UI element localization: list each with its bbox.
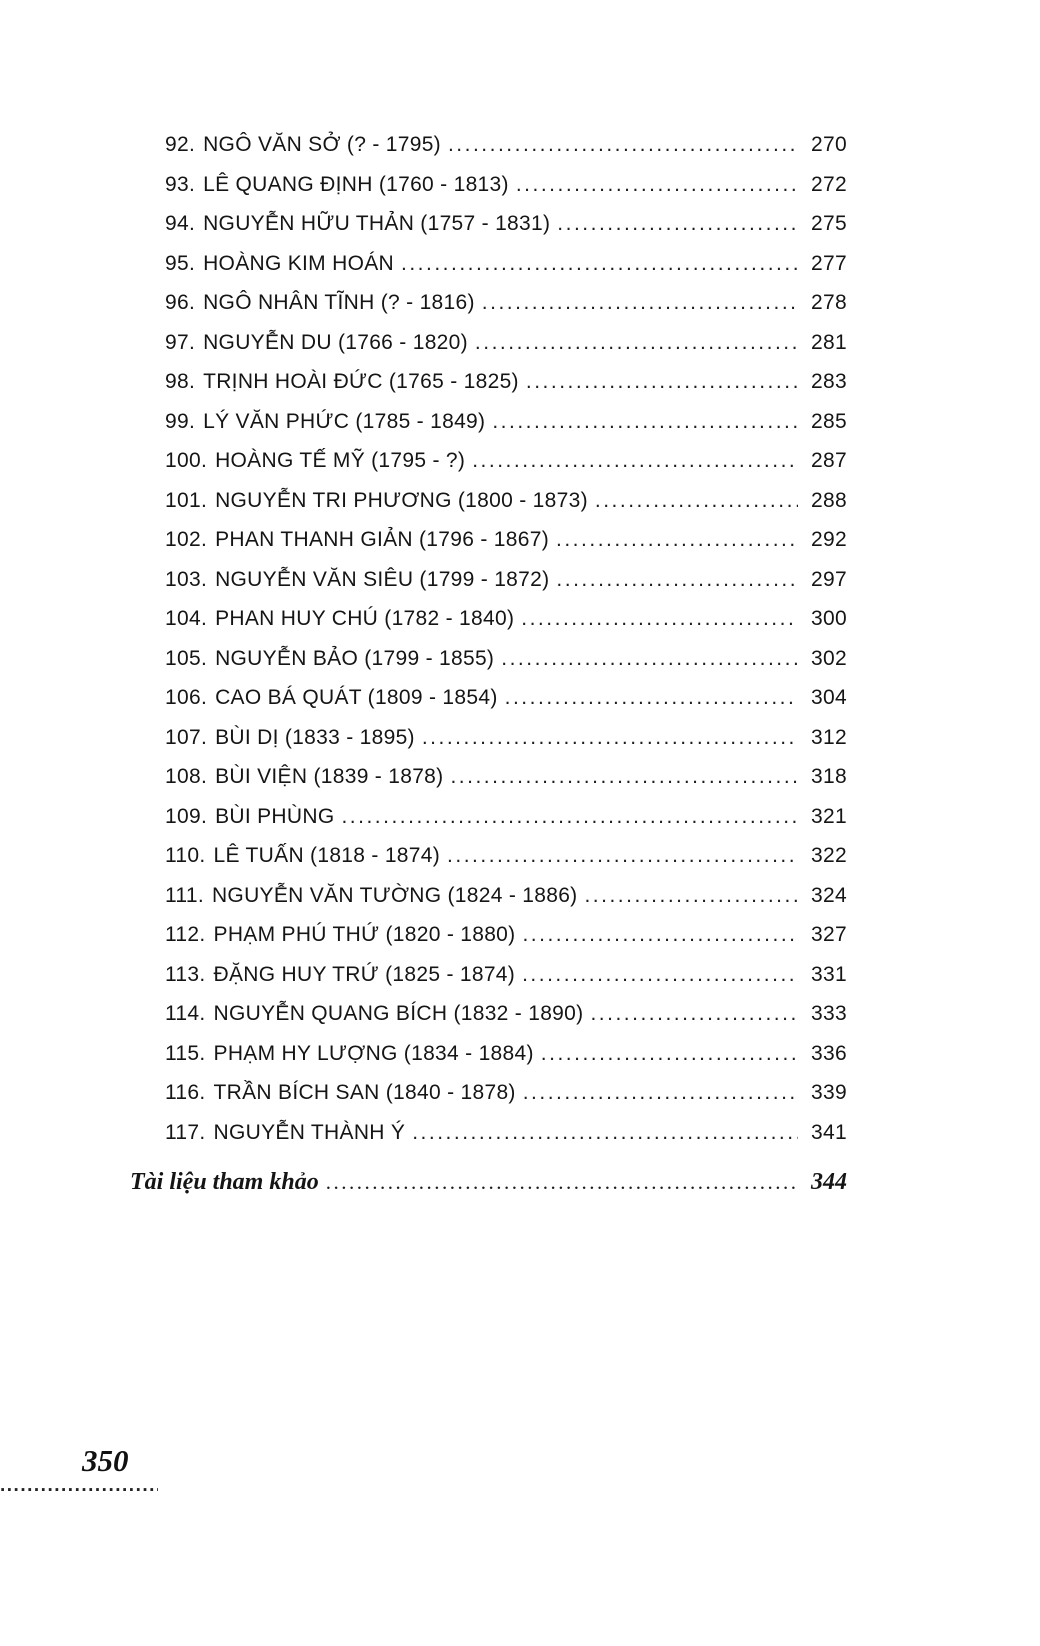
toc-entry-title: NGUYỄN DU (1766 - 1820) (203, 330, 468, 354)
toc-entry-number: 111. (165, 883, 204, 907)
toc-entry-row (165, 568, 847, 608)
toc-entry-row (165, 686, 847, 726)
leader-dots (492, 410, 798, 434)
leader-dots (595, 489, 798, 513)
toc-entry-page: 341 (811, 1120, 847, 1144)
toc-entry-number: 107. (165, 725, 208, 749)
toc-entry-row (165, 607, 847, 647)
toc-entry-row (165, 923, 847, 963)
toc-entry-page: 297 (811, 567, 847, 591)
toc-entry-row (165, 410, 847, 450)
footer-page-number: 350 (82, 1443, 129, 1478)
toc-entry-number: 99. (165, 409, 196, 433)
leader-dots (422, 726, 798, 750)
toc-entry-title: NGÔ VĂN SỞ (? - 1795) (203, 133, 441, 156)
toc-entry-number: 98. (165, 370, 196, 393)
leader-dots (521, 607, 798, 631)
leader-dots (526, 370, 798, 394)
toc-entry-number: 106. (165, 686, 208, 709)
toc-entry-page: 331 (811, 962, 847, 986)
toc-entry-row (165, 765, 847, 805)
toc-entry-page: 275 (811, 212, 847, 235)
toc-entry-title: NGUYỄN BẢO (1799 - 1855) (215, 646, 495, 670)
toc-entry-row (165, 963, 847, 1003)
toc-entry-title: PHẠM HY LƯỢNG (1834 - 1884) (213, 1041, 534, 1065)
toc-entry-number: 95. (165, 251, 196, 275)
toc-entry-page: 278 (811, 291, 847, 314)
toc-entry-title: PHAN THANH GIẢN (1796 - 1867) (215, 528, 550, 551)
toc-entry-row (165, 133, 847, 173)
leader-dots (401, 252, 798, 276)
toc-entry-page: 304 (811, 686, 847, 709)
toc-entry-row (165, 252, 847, 292)
leader-dots (590, 1002, 798, 1026)
toc-entry-row (165, 844, 847, 884)
leader-dots (556, 528, 798, 552)
toc-entry-page: 336 (811, 1041, 847, 1065)
leader-dots (412, 1121, 798, 1145)
toc-entry-number: 112. (165, 923, 206, 946)
bibliography-title: Tài liệu tham khảo (130, 1169, 319, 1195)
toc-entry-title: HOÀNG KIM HOÁN (203, 251, 394, 275)
toc-entry-number: 108. (165, 765, 208, 788)
toc-entry-row (165, 331, 847, 371)
toc-entry-page: 339 (811, 1081, 847, 1104)
toc-entry-number: 116. (165, 1081, 206, 1104)
bibliography-page: 344 (811, 1169, 847, 1195)
toc-entry-title: LÊ TUẤN (1818 - 1874) (213, 844, 441, 867)
toc-entry-number: 109. (165, 804, 208, 828)
toc-entry-title: PHAN HUY CHÚ (1782 - 1840) (215, 607, 515, 630)
toc-entry-page: 322 (811, 844, 847, 867)
toc-entry-title: NGUYỄN QUANG BÍCH (1832 - 1890) (213, 1002, 584, 1025)
toc-entry-number: 114. (165, 1002, 206, 1025)
table-of-contents (130, 133, 847, 1211)
toc-entry-number: 103. (165, 567, 208, 591)
toc-entry-number: 102. (165, 528, 208, 551)
toc-entry-title: BÙI VIỆN (1839 - 1878) (215, 765, 444, 788)
toc-entry-page: 288 (811, 488, 847, 512)
toc-entry-page: 287 (811, 449, 847, 472)
toc-entry-title: BÙI DỊ (1833 - 1895) (215, 725, 415, 749)
toc-entry-number: 104. (165, 607, 208, 630)
toc-entry-number: 92. (165, 133, 196, 156)
toc-entry-row (165, 528, 847, 568)
toc-entry-page: 281 (811, 330, 847, 354)
toc-entry-number: 105. (165, 646, 208, 670)
toc-entry-page: 312 (811, 725, 847, 749)
toc-entry-number: 93. (165, 172, 196, 196)
toc-entry-number: 115. (165, 1041, 206, 1065)
leader-dots (501, 647, 798, 671)
toc-entry-row (165, 1121, 847, 1161)
leader-dots (505, 686, 798, 710)
toc-entry-title: ĐẶNG HUY TRỨ (1825 - 1874) (213, 962, 516, 986)
toc-entry-row (165, 370, 847, 410)
toc-entry-title: HOÀNG TẾ MỸ (1795 - ?) (215, 449, 466, 472)
toc-entry-number: 113. (165, 962, 206, 986)
toc-entry-row (165, 173, 847, 213)
toc-entry-row (165, 1002, 847, 1042)
leader-dots (556, 568, 798, 592)
toc-entry-row (165, 805, 847, 845)
leader-dots (557, 212, 798, 236)
toc-entry-number: 101. (165, 488, 208, 512)
toc-entry-number: 117. (165, 1120, 206, 1144)
toc-entry-row (165, 489, 847, 529)
toc-entry-row (165, 449, 847, 489)
leader-dots (450, 765, 798, 789)
leader-dots (522, 963, 798, 987)
toc-entry-row (165, 647, 847, 687)
toc-entry-title: NGUYỄN TRI PHƯƠNG (1800 - 1873) (215, 488, 588, 512)
toc-entry-page: 321 (811, 804, 847, 828)
toc-entry-page: 324 (811, 883, 847, 907)
toc-entry-title: NGÔ NHÂN TĨNH (? - 1816) (203, 291, 475, 314)
toc-entry-title: NGUYỄN VĂN SIÊU (1799 - 1872) (215, 567, 550, 591)
toc-entry-number: 97. (165, 330, 196, 354)
leader-dots (341, 805, 798, 829)
toc-entry-title: NGUYỄN THÀNH Ý (213, 1120, 406, 1144)
toc-entry-page: 300 (811, 607, 847, 630)
toc-entry-page: 318 (811, 765, 847, 788)
toc-entry-number: 100. (165, 449, 208, 472)
toc-entry-row (165, 291, 847, 331)
leader-dots (522, 923, 798, 947)
page-footer (0, 1443, 200, 1492)
leader-dots (541, 1042, 798, 1066)
toc-entry-row (165, 1081, 847, 1121)
toc-entry-page: 272 (811, 172, 847, 196)
toc-entry-title: TRẦN BÍCH SAN (1840 - 1878) (213, 1081, 516, 1104)
leader-dots (482, 291, 798, 315)
toc-entry-row (165, 884, 847, 924)
toc-entry-row (165, 212, 847, 252)
toc-entry-title: CAO BÁ QUÁT (1809 - 1854) (215, 686, 498, 709)
toc-entry-title: NGUYỄN HỮU THẢN (1757 - 1831) (203, 212, 551, 235)
toc-entry-title: NGUYỄN VĂN TƯỜNG (1824 - 1886) (211, 883, 578, 907)
toc-entry-number: 96. (165, 291, 196, 314)
leader-dots (447, 844, 798, 868)
leader-dots (523, 1081, 798, 1105)
toc-entry-page: 285 (811, 409, 847, 433)
leader-dots (584, 884, 798, 908)
leader-dots (516, 173, 798, 197)
toc-entry-number: 110. (165, 844, 206, 867)
leader-dots (475, 331, 798, 355)
toc-entry-title: LÊ QUANG ĐỊNH (1760 - 1813) (203, 172, 509, 196)
toc-entry-number: 94. (165, 212, 196, 235)
toc-entry-row (165, 726, 847, 766)
toc-entry-page: 292 (811, 528, 847, 551)
toc-entry-title: PHẠM PHÚ THỨ (1820 - 1880) (213, 923, 516, 946)
leader-dots (448, 133, 798, 157)
toc-entry-page: 277 (811, 251, 847, 275)
leader-dots (472, 449, 798, 473)
toc-entry-page: 302 (811, 646, 847, 670)
bibliography-row (130, 1169, 847, 1211)
toc-entry-row (165, 1042, 847, 1082)
toc-entry-list (165, 133, 847, 1160)
leader-dots (326, 1169, 798, 1196)
toc-entry-page: 270 (811, 133, 847, 156)
toc-entry-page: 283 (811, 370, 847, 393)
toc-entry-page: 327 (811, 923, 847, 946)
toc-entry-title: BÙI PHÙNG (215, 804, 335, 828)
toc-entry-title: TRỊNH HOÀI ĐỨC (1765 - 1825) (203, 370, 519, 393)
footer-dotted-line (0, 1481, 158, 1492)
toc-entry-page: 333 (811, 1002, 847, 1025)
toc-entry-title: LÝ VĂN PHỨC (1785 - 1849) (203, 409, 486, 433)
